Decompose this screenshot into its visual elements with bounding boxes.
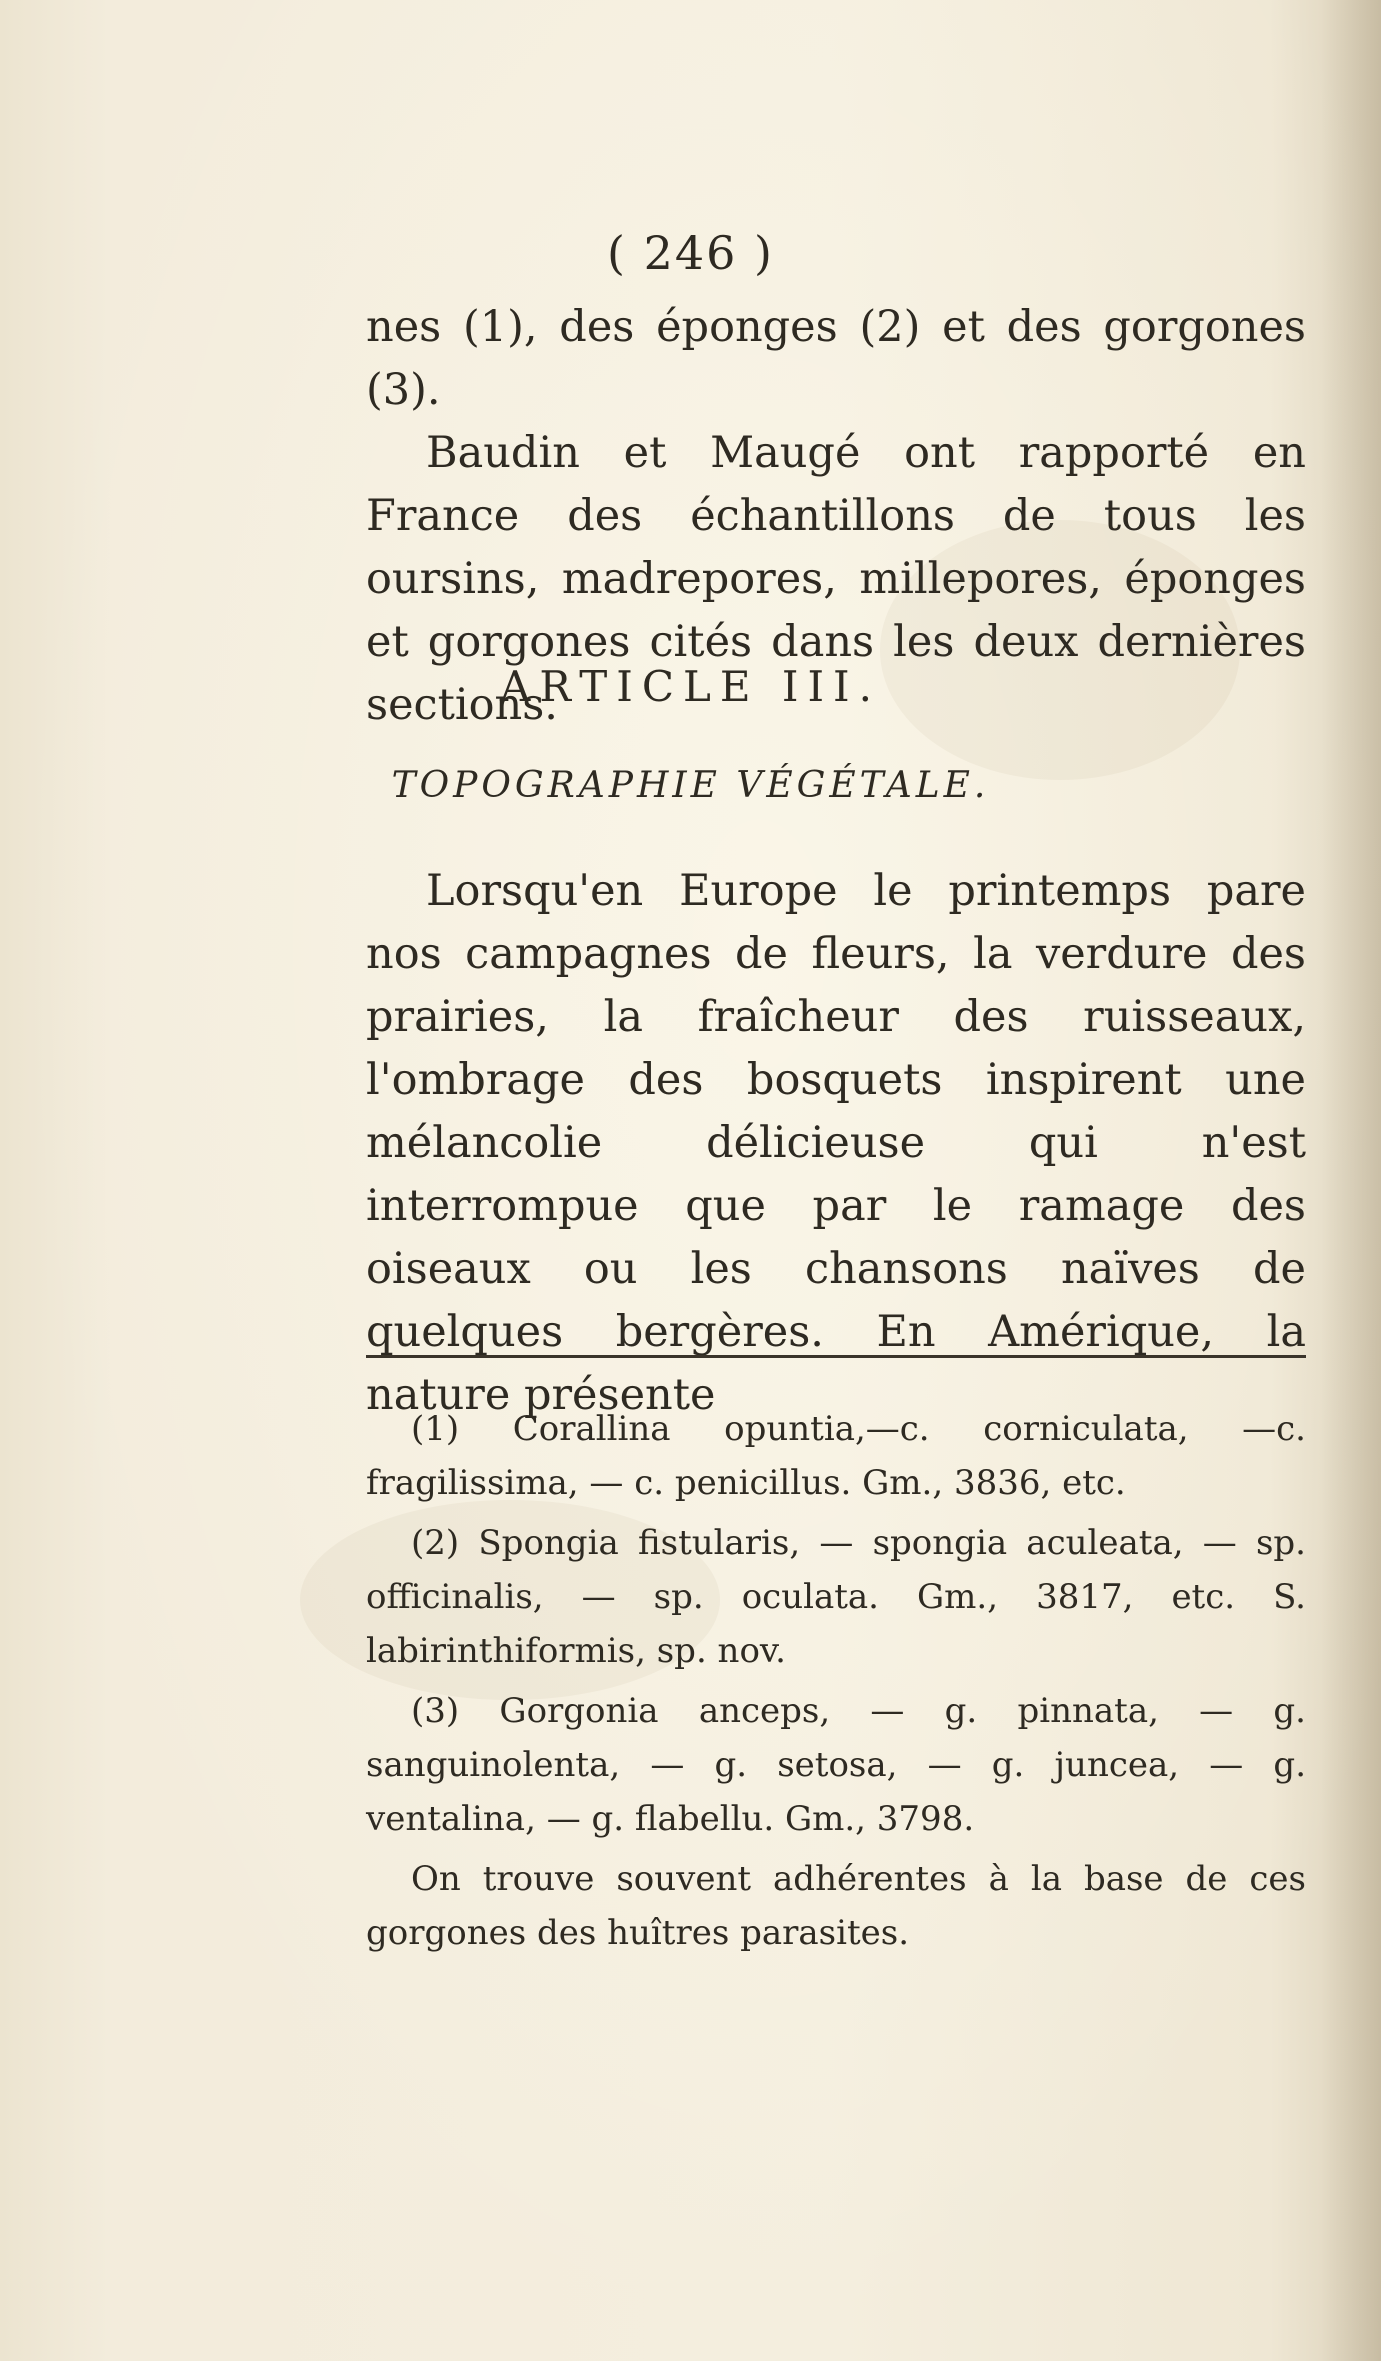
page-number: ( 246 ): [607, 226, 774, 280]
baudin-paragraph: Baudin et Maugé ont rapporté en France des échantillons de tous les oursins, madrepores, millepores, éponges et gorgones cités dans les deux dernières sections.: [366, 428, 1306, 730]
footnote-rule: [366, 1355, 1306, 1358]
footnote-1: (1) Corallina opuntia,—c. corniculata, —c. fragilissima, — c. penicillus. Gm., 3836, etc.: [366, 1409, 1306, 1503]
topography-paragraph: Lorsqu'en Europe le printemps pare nos campagnes de fleurs, la verdure des prairies, la fraîcheur des ruisseaux, l'ombrage des bosquets inspirent une mélancolie délicieuse qui n'est interrompue que par le ramage des oiseaux ou les chansons naïves de quelques bergères. En Amérique, la nature présente: [366, 866, 1306, 1420]
article-heading: ARTICLE III.: [500, 662, 881, 711]
footnotes: [366, 1402, 1306, 1966]
body-paragraph-2: [366, 860, 1306, 1427]
section-heading: TOPOGRAPHIE VÉGÉTALE.: [391, 765, 990, 806]
continuation-line: nes (1), des éponges (2) et des gorgones (3).: [366, 302, 1306, 415]
page-edge-shadow: [1321, 0, 1381, 2361]
footnote-2: (2) Spongia fistularis, — spongia aculeata, — sp. officinalis, — sp. oculata. Gm., 3817, etc. S. labirinthiformis, sp. nov.: [366, 1523, 1306, 1671]
footnote-3-remark: On trouve souvent adhérentes à la base de ces gorgones des huîtres parasites.: [366, 1859, 1306, 1953]
footnote-3: (3) Gorgonia anceps, — g. pinnata, — g. sanguinolenta, — g. setosa, — g. juncea, — g. ventalina, — g. flabellu. Gm., 3798.: [366, 1691, 1306, 1839]
